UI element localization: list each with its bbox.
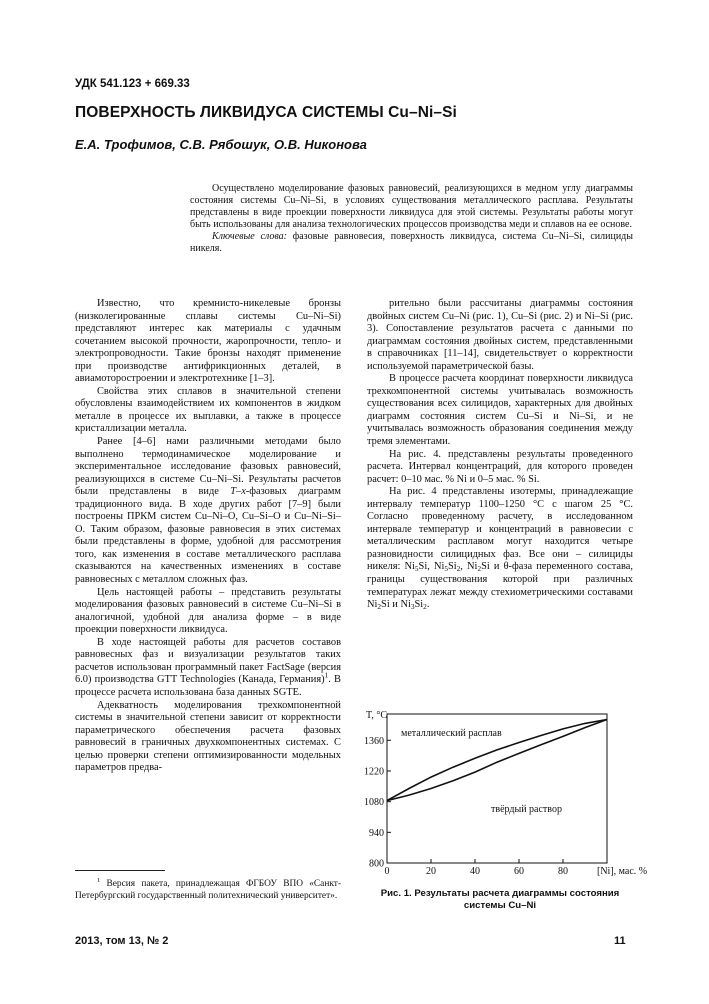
text-run: Si bbox=[414, 599, 424, 611]
footnote-divider bbox=[75, 870, 165, 871]
paragraph: В процессе расчета координат поверхности ликвидуса трехкомпонентной системы учитывалась возможность существования всех силицидов, характерных для двойных диаграмм состояния систем Cu–Si и Ni–Si, и не учитывалась возможность образования соединения между тремя элементами. bbox=[367, 373, 633, 448]
text-run: В ходе настоящей работы для расчетов составов равновесных фаз и визуализации результатов таких расчетов использован программный пакет FactSage (версия 6.0) производства GTT Technologies (Канада, Германия) bbox=[75, 636, 341, 686]
subscript: 2 bbox=[377, 603, 382, 612]
column-left bbox=[75, 298, 341, 775]
text-run: . В процессе расчета использована база данных SGTE. bbox=[75, 674, 341, 698]
subscript: 2 bbox=[423, 603, 427, 612]
phase-diagram-chart bbox=[360, 706, 648, 886]
journal-issue: 2013, том 13, № 2 bbox=[75, 935, 169, 947]
paragraph bbox=[75, 637, 341, 700]
subscript: 2 bbox=[456, 565, 461, 574]
paragraph: Свойства этих сплавов в значительной степени обусловлены взаимодействием их компонентов в жидком металле в процессе их выплавки, а также в процессе кристаллизации металла. bbox=[75, 385, 341, 435]
x-tick-label: 20 bbox=[426, 866, 436, 877]
y-tick-label: 1360 bbox=[364, 735, 384, 747]
x-tick-label: 0 bbox=[384, 866, 390, 877]
paragraph bbox=[367, 486, 633, 611]
text-run: Si bbox=[447, 561, 457, 573]
footnote-mark: 1 bbox=[97, 876, 101, 884]
subscript: 3 bbox=[410, 603, 415, 612]
paragraph: рительно были рассчитаны диаграммы состояния двойных систем Cu–Ni (рис. 1), Cu–Si (рис. 2) и Ni–Si (рис. 3). Сопоставление результатов расчета с данными по диаграммам состояния двойных систем, представленными в справочниках [11–14], свидетельствует о корректности используемой параметрической базы. bbox=[367, 298, 633, 372]
footnote-text: Версия пакета, принадлежащая ФГБОУ ВПО «Санкт-Петербургский государственный политехнический университет». bbox=[75, 879, 341, 901]
x-tick-label: 40 bbox=[470, 866, 480, 877]
text-run: Si и Ni bbox=[381, 599, 411, 611]
y-tick-label: 800 bbox=[369, 858, 384, 870]
caption-line: системы Cu–Ni bbox=[463, 900, 537, 911]
keywords bbox=[190, 231, 633, 255]
text-run: Si, Ni bbox=[418, 561, 445, 573]
paragraph: Известно, что кремнисто-никелевые бронзы (низколегированные сплавы системы Cu–Ni–Si) представляют интерес как материалы с удачным сочетанием высокой прочности, жаропрочности, тепло- и электропроводности. Такие бронзы находят применение при производстве антифрикционных деталей, в авиамоторостроении и электротехнике [1–3]. bbox=[75, 298, 341, 385]
page-number: 11 bbox=[614, 935, 626, 947]
text-run: Si и θ-фаза переменного состава, границы существования которой при различных температурах лежат между стехиометрическими составами Ni bbox=[367, 561, 633, 611]
article-title: ПОВЕРХНОСТЬ ЛИКВИДУСА СИСТЕМЫ Cu–Ni–Si bbox=[75, 104, 457, 121]
subscript: 5 bbox=[414, 565, 419, 574]
abstract bbox=[190, 183, 633, 256]
chart-text bbox=[364, 710, 647, 877]
caption-line: Рис. 1. Результаты расчета диаграммы состояния bbox=[380, 888, 620, 899]
y-axis-label: T, °C bbox=[366, 710, 388, 721]
text-run: . bbox=[426, 599, 430, 611]
paragraph: Цель настоящей работы – представить результаты моделирования фазовых равновесий в системе Cu–Ni–Si в аналогичной, удобной для анализа форме – в виде проекции поверхности ликвидуса. bbox=[75, 586, 341, 636]
y-tick-label: 940 bbox=[369, 827, 384, 839]
text-run: , Ni bbox=[460, 561, 478, 573]
x-tick-label: 60 bbox=[514, 866, 524, 877]
region-label-solid: твёрдый раствор bbox=[491, 804, 562, 815]
paragraph bbox=[75, 436, 341, 587]
x-tick-label: 80 bbox=[558, 866, 568, 877]
footnote bbox=[75, 876, 341, 902]
keywords-label: Ключевые слова: bbox=[212, 231, 287, 243]
x-axis-label: [Ni], мас. % bbox=[597, 866, 648, 877]
italic-run: T–x bbox=[230, 486, 246, 498]
text-run: Ранее [4–6] нами различными методами было выполнено термодинамическое моделирование и экспериментальное исследование фазовых равновесий, реализующихся в системе Cu–Ni–Si. Результаты расчетов были представлены в виде bbox=[75, 436, 341, 498]
figure-caption bbox=[367, 888, 633, 912]
paragraph: Адекватность моделирования трехкомпонентной системы в значительной степени зависит от корректности параметрического обеспечения расчета фазовых равновесий в граничных двухкомпонентных системах. С целью проверки степени оптимизированности модельных параметров предва- bbox=[75, 699, 341, 774]
region-label-liquid: металлический расплав bbox=[401, 728, 502, 739]
footnote-ref: 1 bbox=[324, 671, 329, 680]
text-run: На рис. 4 представлены изотермы, принадлежащие интервалу температур 1100–1250 °С с шагом 25 °С. Согласно проведенному расчету, в исследованном интервале температур и концентраций в равновесии с металлическим расплавом могут находится четыре разновидности силицидных фаз. Все они – силициды никеля: Ni bbox=[367, 486, 633, 573]
text-run: -фазовых диаграмм традиционного вида. В ходе других работ [7–9] были построены ПРКМ систем Cu–Ni–O, Cu–Si–O и Cu–Ni–Si–O. Таким образом, фазовые равновесия в этих системах были представлены в форме, удобной для рассмотрения того, как изменения в составе металлического расплава сказываются на качественных изменениях в составе равновесных с металлом сложных фаз. bbox=[75, 486, 341, 586]
abstract-text: Осуществлено моделирование фазовых равновесий, реализующихся в медном углу диаграммы состояния системы Cu–Ni–Si, в условиях существования металлического расплава. Результаты представлены в виде проекции поверхности ликвидуса для этой системы. Результаты работы могут быть использованы для анализа технологических процессов производства меди и сплавов на ее основе. bbox=[190, 183, 633, 231]
column-right bbox=[367, 298, 633, 612]
subscript: 2 bbox=[477, 565, 482, 574]
authors: Е.А. Трофимов, С.В. Рябошук, О.В. Никонова bbox=[75, 137, 367, 152]
subscript: 5 bbox=[444, 565, 448, 574]
y-tick-label: 1080 bbox=[364, 797, 384, 809]
udk-code: УДК 541.123 + 669.33 bbox=[75, 78, 190, 90]
paragraph: На рис. 4. представлены результаты проведенного расчета. Интервал концентраций, для которого проведен расчет: 0–10 мас. % Ni и 0–5 мас. % Si. bbox=[367, 448, 633, 485]
y-tick-label: 1220 bbox=[364, 766, 384, 778]
keywords-text: фазовые равновесия, поверхность ликвидуса, система Cu–Ni–Si, силициды никеля. bbox=[190, 231, 633, 255]
